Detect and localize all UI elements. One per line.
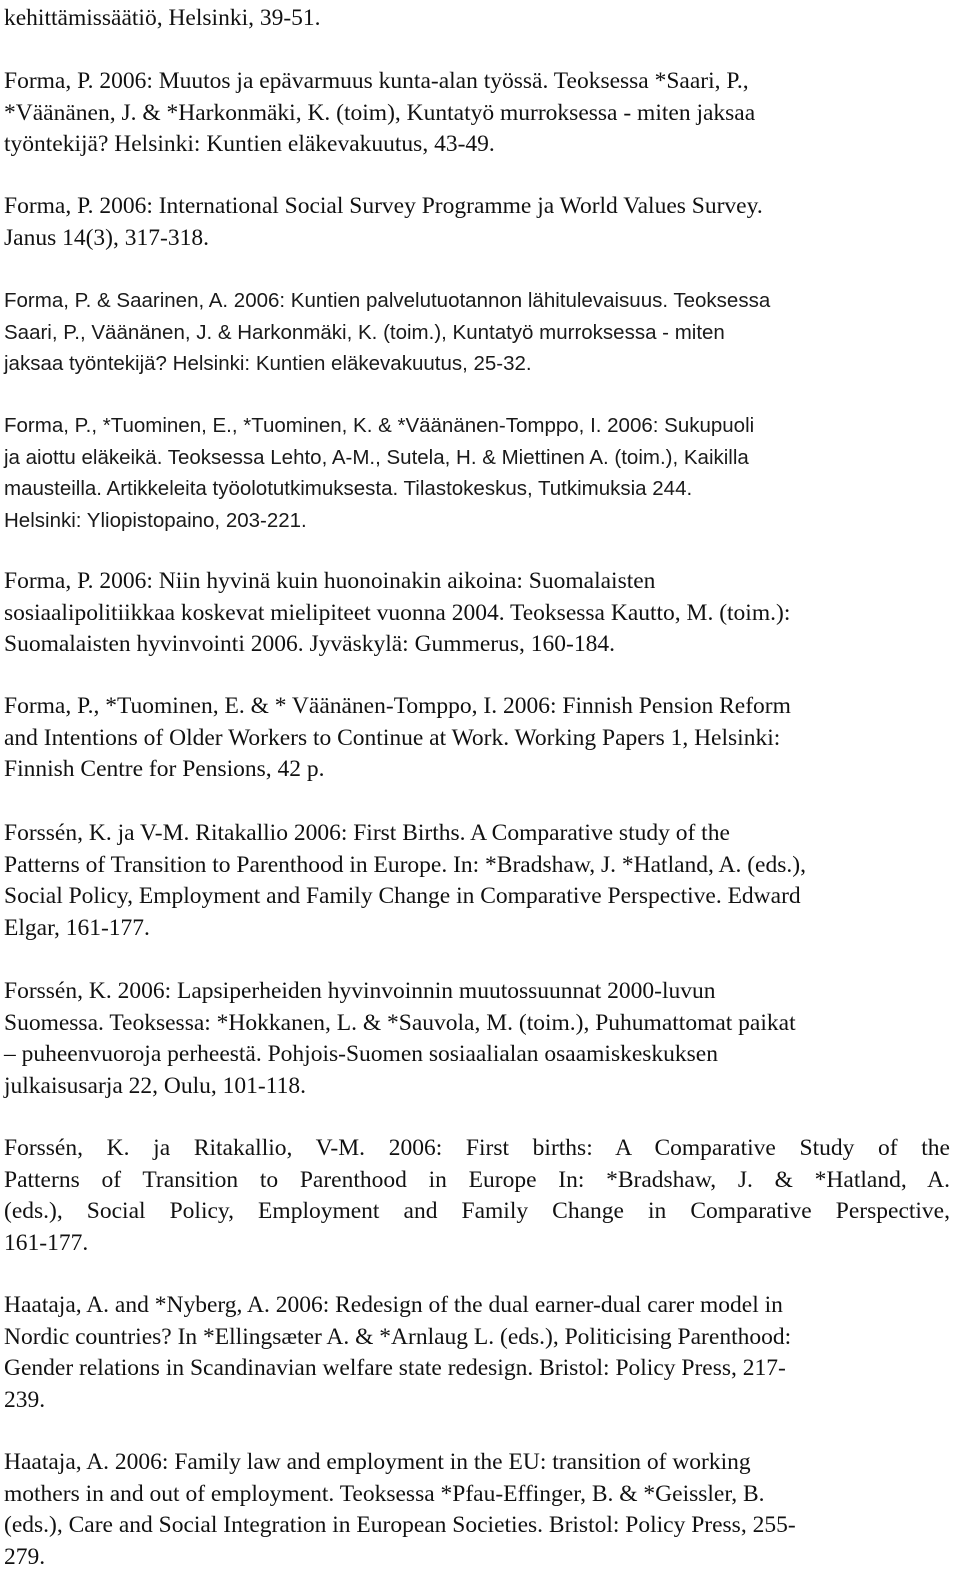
reference-entry bbox=[4, 1133, 950, 1259]
reference-entry bbox=[4, 818, 950, 944]
reference-line: Suomalaisten hyvinvointi 2006. Jyväskylä: Gummerus, 160-184. bbox=[4, 631, 615, 658]
reference-entry bbox=[4, 566, 950, 661]
reference-line: julkaisusarja 22, Oulu, 101-118. bbox=[4, 1072, 306, 1099]
reference-line: Forma, P., *Tuominen, E. & * Väänänen-Tomppo, I. 2006: Finnish Pension Reform bbox=[4, 693, 791, 719]
reference-line: Forma, P. 2006: International Social Survey Programme ja World Values Survey. bbox=[4, 193, 763, 219]
reference-line: Elgar, 161-177. bbox=[4, 914, 150, 941]
reference-line: Nordic countries? In *Ellingsæter A. & *Arnlaug L. (eds.), Politicising Parenthood: bbox=[4, 1323, 792, 1350]
reference-line: Forssén, K. ja V-M. Ritakallio 2006: First Births. A Comparative study of the bbox=[4, 820, 730, 846]
reference-line: jaksaa työntekijä? Helsinki: Kuntien eläkevakuutus, 25-32. bbox=[4, 352, 532, 376]
reference-line: Patterns of Transition to Parenthood in Europe In: *Bradshaw, J. & *Hatland, A. bbox=[4, 1166, 950, 1193]
reference-line: Saari, P., Väänänen, J. & Harkonmäki, K. (toim.), Kuntatyö murroksessa - miten bbox=[4, 320, 725, 344]
reference-line: Social Policy, Employment and Family Change in Comparative Perspective. Edward bbox=[4, 883, 801, 910]
reference-line: ja aiottu eläkeikä. Teoksessa Lehto, A-M., Sutela, H. & Miettinen A. (toim.), Kaikilla bbox=[4, 445, 749, 469]
reference-entry bbox=[4, 410, 950, 536]
reference-line: Finnish Centre for Pensions, 42 p. bbox=[4, 756, 325, 783]
reference-entry bbox=[4, 691, 950, 786]
reference-line: (eds.), Care and Social Integration in European Societies. Bristol: Policy Press, 255- bbox=[4, 1512, 796, 1539]
reference-line: kehittämissäätiö, Helsinki, 39-51. bbox=[4, 5, 321, 31]
reference-line: Patterns of Transition to Parenthood in Europe. In: *Bradshaw, J. *Hatland, A. (eds.), bbox=[4, 851, 806, 878]
reference-line: työntekijä? Helsinki: Kuntien eläkevakuutus, 43-49. bbox=[4, 131, 495, 158]
reference-entry bbox=[4, 1290, 950, 1416]
reference-line: 279. bbox=[4, 1543, 46, 1570]
reference-line: Forssén, K. ja Ritakallio, V-M. 2006: First births: A Comparative Study of the bbox=[4, 1135, 950, 1161]
reference-line: Helsinki: Yliopistopaino, 203-221. bbox=[4, 508, 307, 532]
reference-line: *Väänänen, J. & *Harkonmäki, K. (toim), Kuntatyö murroksessa - miten jaksaa bbox=[4, 99, 756, 126]
reference-entry bbox=[4, 3, 950, 35]
reference-entry bbox=[4, 66, 950, 161]
reference-line: Forma, P. 2006: Niin hyvinä kuin huonoinakin aikoina: Suomalaisten bbox=[4, 568, 656, 594]
reference-entry bbox=[4, 976, 950, 1102]
reference-line: Forma, P. & Saarinen, A. 2006: Kuntien palvelutuotannon lähitulevaisuus. Teoksessa bbox=[4, 289, 771, 312]
reference-line: – puheenvuoroja perheestä. Pohjois-Suomen sosiaalialan osaamiskeskuksen bbox=[4, 1041, 718, 1068]
reference-line: Forssén, K. 2006: Lapsiperheiden hyvinvoinnin muutossuunnat 2000-luvun bbox=[4, 978, 716, 1004]
reference-line: Forma, P. 2006: Muutos ja epävarmuus kunta-alan työssä. Teoksessa *Saari, P., bbox=[4, 68, 749, 94]
reference-line: Suomessa. Teoksessa: *Hokkanen, L. & *Sauvola, M. (toim.), Puhumattomat paikat bbox=[4, 1009, 796, 1036]
reference-line: Gender relations in Scandinavian welfare state redesign. Bristol: Policy Press, 217- bbox=[4, 1355, 786, 1382]
reference-entry bbox=[4, 191, 950, 254]
reference-line: Janus 14(3), 317-318. bbox=[4, 224, 209, 251]
reference-line: Haataja, A. 2006: Family law and employment in the EU: transition of working bbox=[4, 1449, 751, 1475]
reference-line: 161-177. bbox=[4, 1229, 89, 1256]
reference-line: sosiaalipolitiikkaa koskevat mielipiteet vuonna 2004. Teoksessa Kautto, M. (toim.): bbox=[4, 599, 791, 626]
reference-line: Forma, P., *Tuominen, E., *Tuominen, K. & *Väänänen-Tomppo, I. 2006: Sukupuoli bbox=[4, 414, 755, 437]
reference-line: mausteilla. Artikkeleita työolotutkimuksesta. Tilastokeskus, Tutkimuksia 244. bbox=[4, 477, 693, 501]
reference-line: mothers in and out of employment. Teoksessa *Pfau-Effinger, B. & *Geissler, B. bbox=[4, 1480, 765, 1507]
reference-line: (eds.), Social Policy, Employment and Family Change in Comparative Perspective, bbox=[4, 1198, 950, 1225]
reference-entry bbox=[4, 1447, 950, 1573]
reference-line: and Intentions of Older Workers to Continue at Work. Working Papers 1, Helsinki: bbox=[4, 724, 781, 751]
reference-line: Haataja, A. and *Nyberg, A. 2006: Redesign of the dual earner-dual carer model in bbox=[4, 1292, 783, 1318]
reference-line: 239. bbox=[4, 1386, 46, 1413]
reference-entry bbox=[4, 285, 950, 380]
